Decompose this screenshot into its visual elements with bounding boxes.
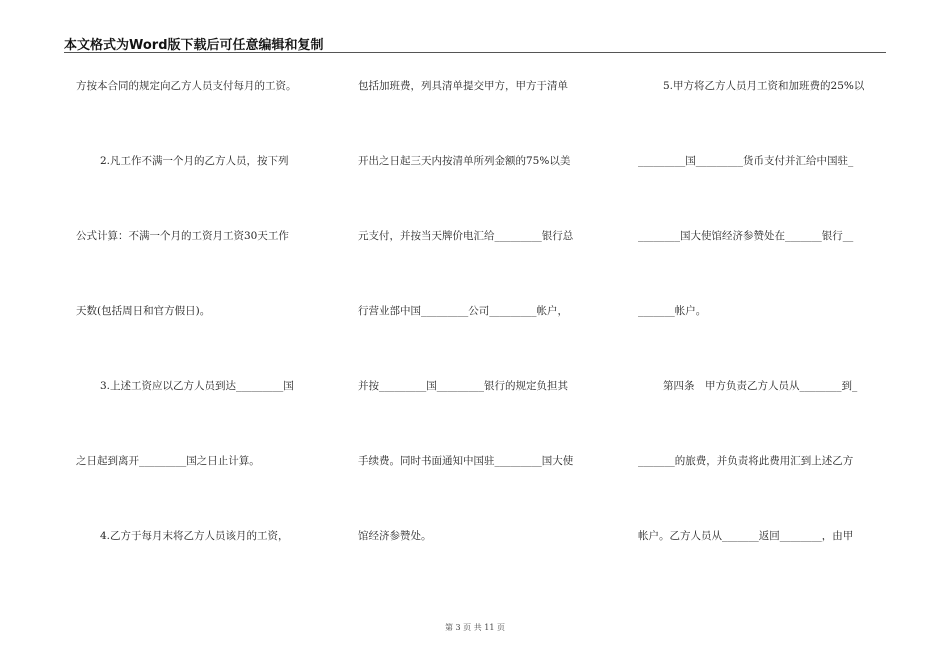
text-line: _________国_________货币支付并汇给中国驻_ <box>638 155 854 167</box>
text-line: ________国大使馆经济参赞处在_______银行__ <box>638 230 854 242</box>
text-line: 包括加班费，列具清单提交甲方，甲方于清单 <box>358 80 568 92</box>
text-line: 馆经济参赞处。 <box>358 530 432 542</box>
text-line: 公式计算：不满一个月的工资月工资30天工作 <box>76 230 289 242</box>
text-line: 4.乙方于每月末将乙方人员该月的工资， <box>100 530 289 542</box>
text-line: _______帐户。 <box>638 305 707 317</box>
text-line: _______的旅费，并负责将此费用汇到上述乙方 <box>638 455 854 467</box>
document-header-title: 本文格式为Word版下载后可任意编辑和复制 <box>64 38 324 53</box>
text-line: 行营业部中国_________公司_________帐户， <box>358 305 568 317</box>
text-line: 开出之日起三天内按清单所列金额的75%以美 <box>358 155 571 167</box>
text-line: 并按_________国_________银行的规定负担其 <box>358 380 568 392</box>
text-line: 3.上述工资应以乙方人员到达_________国 <box>100 380 294 392</box>
text-line: 2.凡工作不满一个月的乙方人员，按下列 <box>100 155 289 167</box>
text-line: 天数(包括周日和官方假日)。 <box>76 305 211 317</box>
text-line: 之日起到离开_________国之日止计算。 <box>76 455 260 467</box>
text-line: 5.甲方将乙方人员月工资和加班费的25%以 <box>663 80 865 92</box>
page-number-footer: 第 3 页 共 11 页 <box>445 623 505 632</box>
text-line: 手续费。同时书面通知中国驻_________国大使 <box>358 455 574 467</box>
text-line: 帐户。乙方人员从_______返回________，由甲 <box>638 530 854 542</box>
text-line: 方按本合同的规定向乙方人员支付每月的工资。 <box>76 80 297 92</box>
text-line: 第四条 甲方负责乙方人员从________到_ <box>663 380 858 392</box>
text-line: 元支付，并按当天牌价电汇给_________银行总 <box>358 230 574 242</box>
header-divider <box>64 52 886 53</box>
